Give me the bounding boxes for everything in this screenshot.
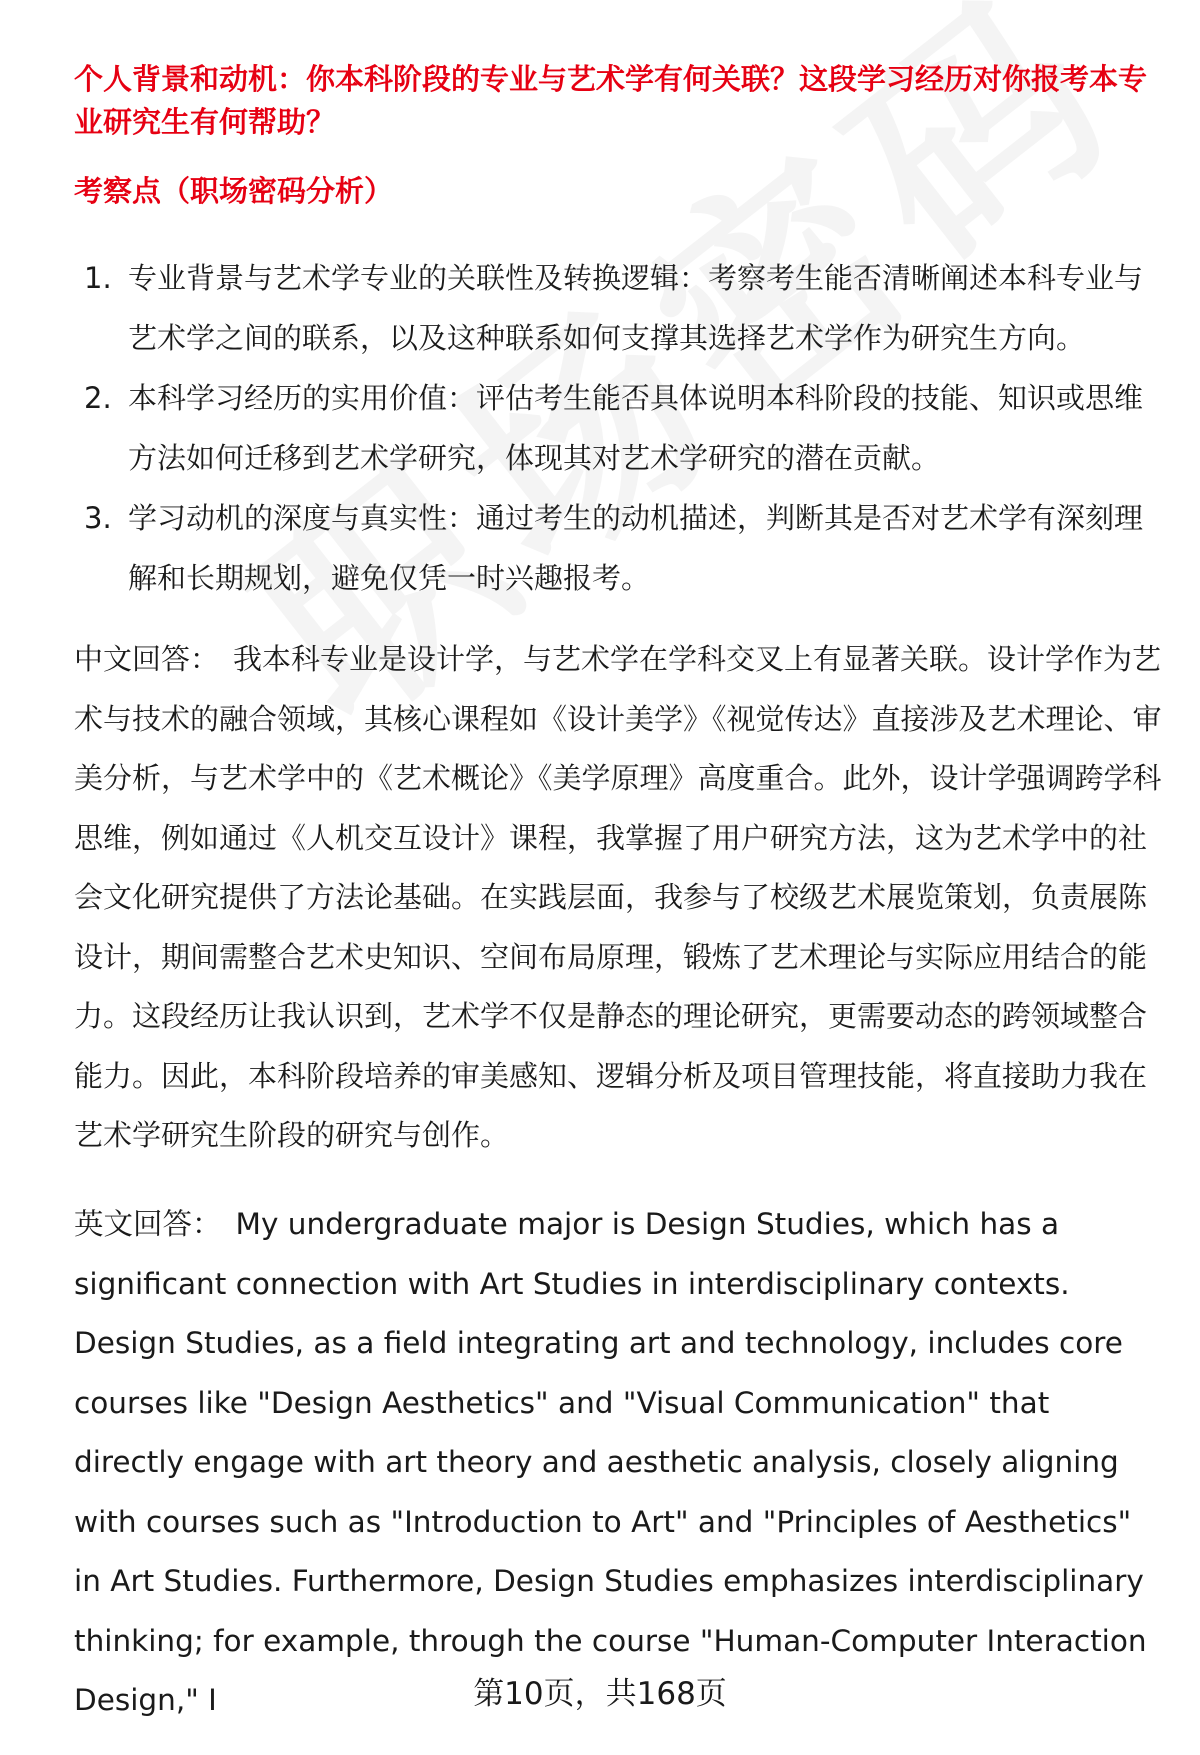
list-item (74, 248, 1154, 368)
list-item-number: 1. (84, 261, 112, 295)
list-item (74, 368, 1154, 488)
list-item-number: 3. (84, 501, 112, 535)
list-item-text: 本科学习经历的实用价值：评估考生能否具体说明本科阶段的技能、知识或思维方法如何迁移到艺术学研究，体现其对艺术学研究的潜在贡献。 (128, 381, 1144, 475)
english-answer-text: My undergraduate major is Design Studies, which has a significant connection with Art Studies in interdisciplinary contexts. Design Studies, as a field integrating art and technology, includes core courses like "Design Aesthetics" and "Visual Communication" that directly engage with art theory and aesthetic analysis, closely aligning with courses such as "Introduction to Art" and "Principles of Aesthetics" in Art Studies. Furthermore, Design Studies emphasizes interdisciplinary thinking; for example, through the course "Human-Computer Interaction Design," I (74, 1207, 1147, 1717)
list-item-number: 2. (84, 381, 112, 415)
chinese-answer-label: 中文回答： (74, 642, 220, 676)
chinese-answer (74, 630, 1164, 1166)
english-answer-label: 英文回答： (74, 1207, 222, 1241)
section-title: 考察点（职场密码分析） (74, 174, 394, 208)
list-item-text: 专业背景与艺术学专业的关联性及转换逻辑：考察考生能否清晰阐述本科专业与艺术学之间的联系，以及这种联系如何支撑其选择艺术学作为研究生方向。 (128, 261, 1144, 355)
list-item-text: 学习动机的深度与真实性：通过考生的动机描述，判断其是否对艺术学有深刻理解和长期规划，避免仅凭一时兴趣报考。 (128, 501, 1144, 595)
list-item (74, 488, 1154, 608)
question-heading: 个人背景和动机：你本科阶段的专业与艺术学有何关联？这段学习经历对你报考本专业研究生有何帮助？ (74, 62, 1148, 139)
english-answer (74, 1195, 1164, 1731)
assessment-points-list (74, 248, 1154, 608)
chinese-answer-text: 我本科专业是设计学，与艺术学在学科交叉上有显著关联。设计学作为艺术与技术的融合领域，其核心课程如《设计美学》《视觉传达》直接涉及艺术理论、审美分析，与艺术学中的《艺术概论》《美学原理》高度重合。此外，设计学强调跨学科思维，例如通过《人机交互设计》课程，我掌握了用户研究方法，这为艺术学中的社会文化研究提供了方法论基础。在实践层面，我参与了校级艺术展览策划，负责展陈设计，期间需整合艺术史知识、空间布局原理，锻炼了艺术理论与实际应用结合的能力。这段经历让我认识到，艺术学不仅是静态的理论研究，更需要动态的跨领域整合能力。因此，本科阶段培养的审美感知、逻辑分析及项目管理技能，将直接助力我在艺术学研究生阶段的研究与创作。 (74, 642, 1162, 1152)
page-number-footer: 第10页，共168页 (473, 1676, 727, 1712)
